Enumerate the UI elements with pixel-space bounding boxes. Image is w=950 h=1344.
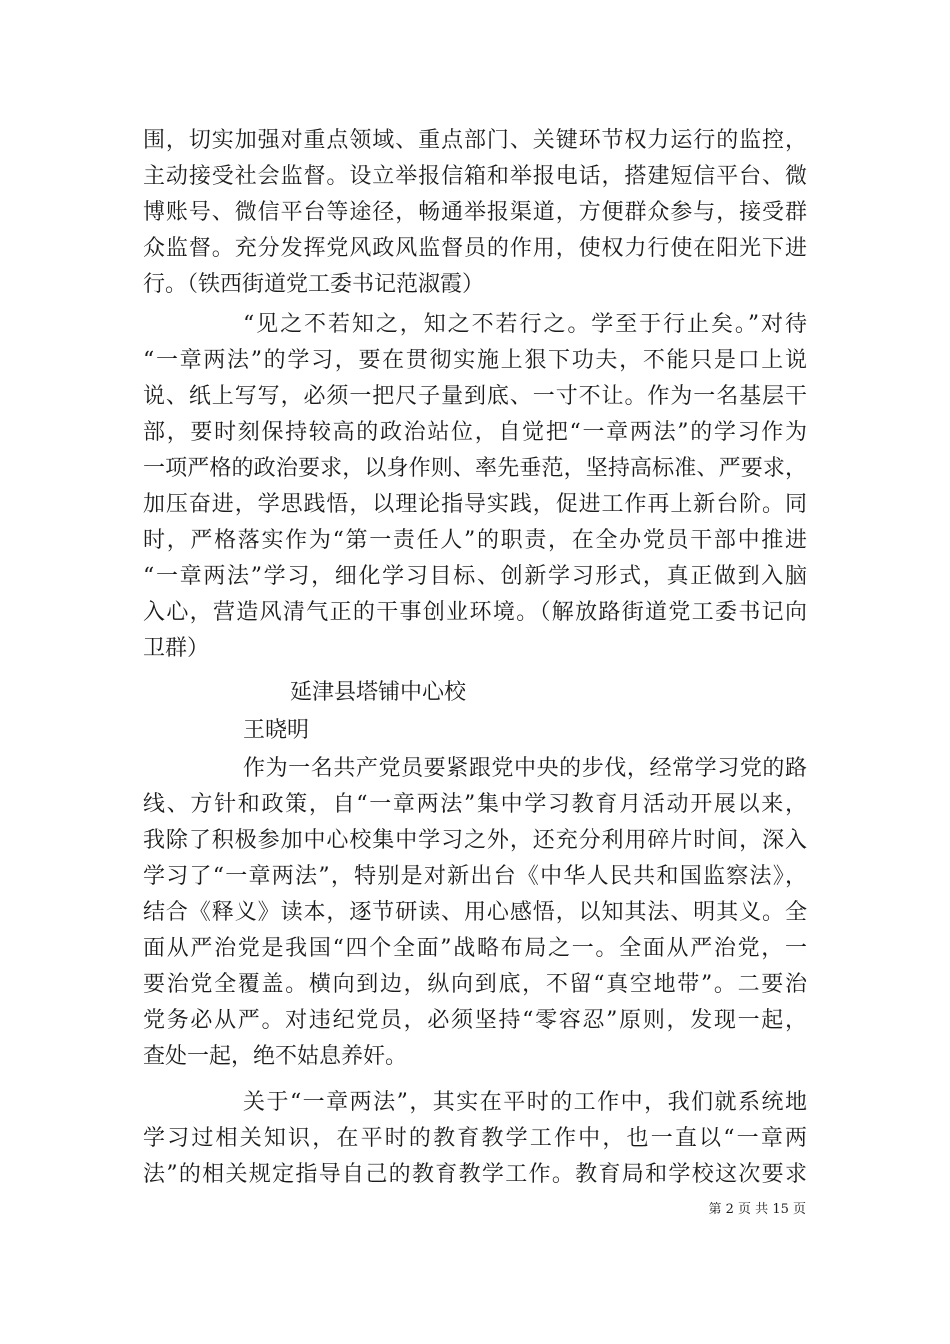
text-line: “一章两法”的学习，要在贯彻实施上狠下功夫，不能只是口上说 <box>143 348 807 373</box>
section-title: 延津县塔铺中心校 <box>290 680 467 705</box>
text-line: 查处一起，绝不姑息养奸。 <box>143 1044 408 1069</box>
text-line: 我除了积极参加中心校集中学习之外，还充分利用碎片时间，深入 <box>143 828 807 853</box>
text-line: 法”的相关规定指导自己的教育教学工作。教育局和学校这次要求 <box>143 1162 807 1187</box>
text-line: 围，切实加强对重点领域、重点部门、关键环节权力运行的监控， <box>143 128 807 153</box>
text-line: 部，要时刻保持较高的政治站位，自觉把“一章两法”的学习作为 <box>143 420 807 445</box>
text-line: 线、方针和政策，自“一章两法”集中学习教育月活动开展以来， <box>143 792 807 817</box>
text-line: 众监督。充分发挥党风政风监督员的作用，使权力行使在阳光下进 <box>143 236 807 261</box>
text-line: 面从严治党是我国“四个全面”战略布局之一。全面从严治党，一 <box>143 936 807 961</box>
text-line: 一项严格的政治要求，以身作则、率先垂范，坚持高标准、严要求， <box>143 456 807 481</box>
text-line: 加压奋进，学思践悟，以理论指导实践，促进工作再上新台阶。同 <box>143 492 807 517</box>
text-line: 行。（铁西街道党工委书记范淑霞） <box>143 272 485 297</box>
text-line: 党务必从严。对违纪党员，必须坚持“零容忍”原则，发现一起， <box>143 1008 807 1033</box>
page-number: 第 2 页 共 15 页 <box>708 1202 806 1217</box>
text-line: 博账号、微信平台等途径，畅通举报渠道，方便群众参与，接受群 <box>143 200 807 225</box>
text-line: 学习了“一章两法”，特别是对新出台《中华人民共和国监察法》， <box>143 864 807 889</box>
text-line: 卫群） <box>143 636 210 661</box>
text-line: “见之不若知之，知之不若行之。学至于行止矣。”对待 <box>243 312 807 337</box>
text-line: 学习过相关知识，在平时的教育教学工作中，也一直以“一章两 <box>143 1126 807 1151</box>
text-line: 结合《释义》读本，逐节研读、用心感悟，以知其法、明其义。全 <box>143 900 807 925</box>
text-line: 关于“一章两法”，其实在平时的工作中，我们就系统地 <box>243 1090 807 1115</box>
text-line: 时，严格落实作为“第一责任人”的职责，在全办党员干部中推进 <box>143 528 807 553</box>
text-line: 主动接受社会监督。设立举报信箱和举报电话，搭建短信平台、微 <box>143 164 807 189</box>
text-line: 说、纸上写写，必须一把尺子量到底、一寸不让。作为一名基层干 <box>143 384 807 409</box>
text-line: 要治党全覆盖。横向到边，纵向到底，不留“真空地带”。二要治 <box>143 972 807 997</box>
author-name: 王晓明 <box>243 718 310 743</box>
text-line: 作为一名共产党员要紧跟党中央的步伐，经常学习党的路 <box>243 756 807 781</box>
text-line: 入心，营造风清气正的干事创业环境。（解放路街道党工委书记向 <box>143 600 807 625</box>
text-line: “一章两法”学习，细化学习目标、创新学习形式，真正做到入脑 <box>143 564 807 589</box>
